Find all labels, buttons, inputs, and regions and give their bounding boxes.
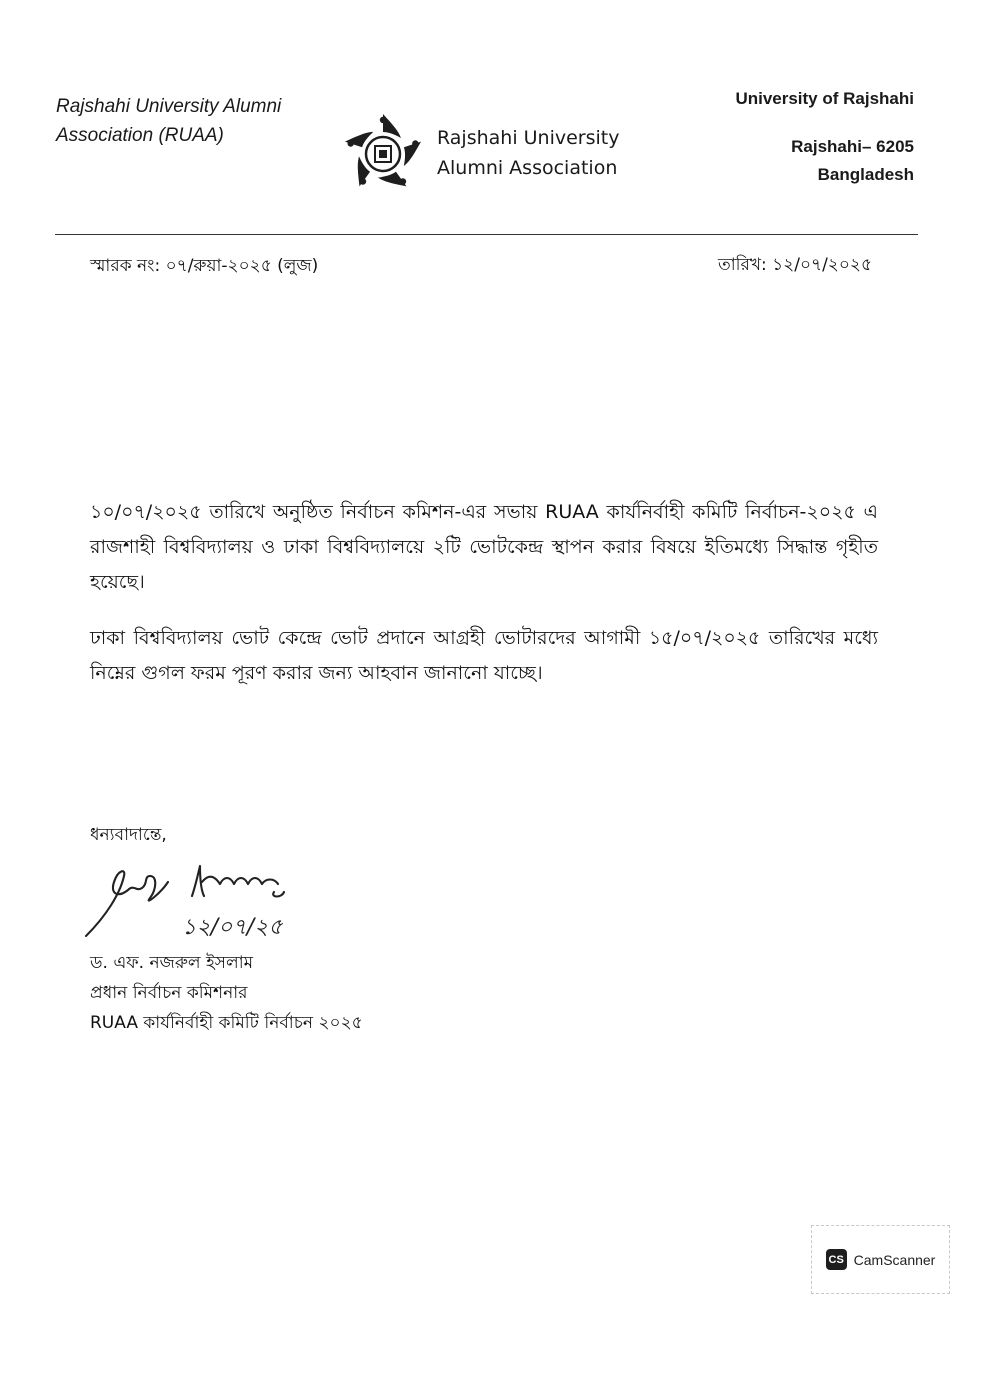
header-divider bbox=[55, 234, 918, 235]
signer-name: ড. এফ. নজরুল ইসলাম bbox=[90, 953, 254, 973]
address-university: University of Rajshahi bbox=[735, 89, 914, 108]
university-address bbox=[735, 85, 914, 189]
logo-text-line2: Alumni Association bbox=[437, 157, 618, 179]
camscanner-watermark bbox=[811, 1225, 950, 1294]
org-name-line1: Rajshahi University Alumni bbox=[56, 96, 282, 117]
logo-text-line1: Rajshahi University bbox=[437, 127, 620, 149]
signer-block bbox=[90, 948, 363, 1038]
body-paragraph-1: ১০/০৭/২০২৫ তারিখে অনুষ্ঠিত নির্বাচন কমিশন-এর সভায় RUAA কার্যনির্বাহী কমিটি নির্বাচন-২০২৫ এ রাজশাহী বিশ্ববিদ্যালয় ও ঢাকা বিশ্ববিদ্যালয়ে ২টি ভোটকেন্দ্র স্থাপন করার বিষয়ে ইতিমধ্যে সিদ্ধান্ত গৃহীত হয়েছে। bbox=[90, 501, 878, 593]
signer-committee: RUAA কার্যনির্বাহী কমিটি নির্বাচন ২০২৫ bbox=[90, 1013, 363, 1033]
letter-date: তারিখ: ১২/০৭/২০২৫ bbox=[717, 255, 872, 275]
closing-salutation: ধন্যবাদান্তে, bbox=[90, 825, 167, 845]
logo-wordmark bbox=[437, 123, 620, 183]
memo-number: স্মারক নং: ০৭/রুয়া-২০২৫ (লুজ) bbox=[90, 256, 319, 276]
org-name-line2: Association (RUAA) bbox=[56, 125, 224, 146]
address-country: Bangladesh bbox=[817, 165, 914, 184]
camscanner-icon: CS bbox=[826, 1249, 847, 1270]
signature-date-handwritten bbox=[178, 902, 318, 946]
signature-date-text: ১২/০৭/২৫ bbox=[182, 915, 283, 940]
address-city: Rajshahi– 6205 bbox=[791, 137, 914, 156]
body-paragraph-2: ঢাকা বিশ্ববিদ্যালয় ভোট কেন্দ্রে ভোট প্রদানে আগ্রহী ভোটারদের আগামী ১৫/০৭/২০২৫ তারিখের মধ্যে নিম্নের গুগল ফরম পূরণ করার জন্য আহবান জানানো যাচ্ছে। bbox=[90, 627, 878, 684]
org-name-header bbox=[56, 92, 346, 150]
ruaa-logo-icon bbox=[340, 110, 426, 196]
signer-title: প্রধান নির্বাচন কমিশনার bbox=[90, 983, 248, 1003]
camscanner-label: CamScanner bbox=[853, 1251, 936, 1268]
